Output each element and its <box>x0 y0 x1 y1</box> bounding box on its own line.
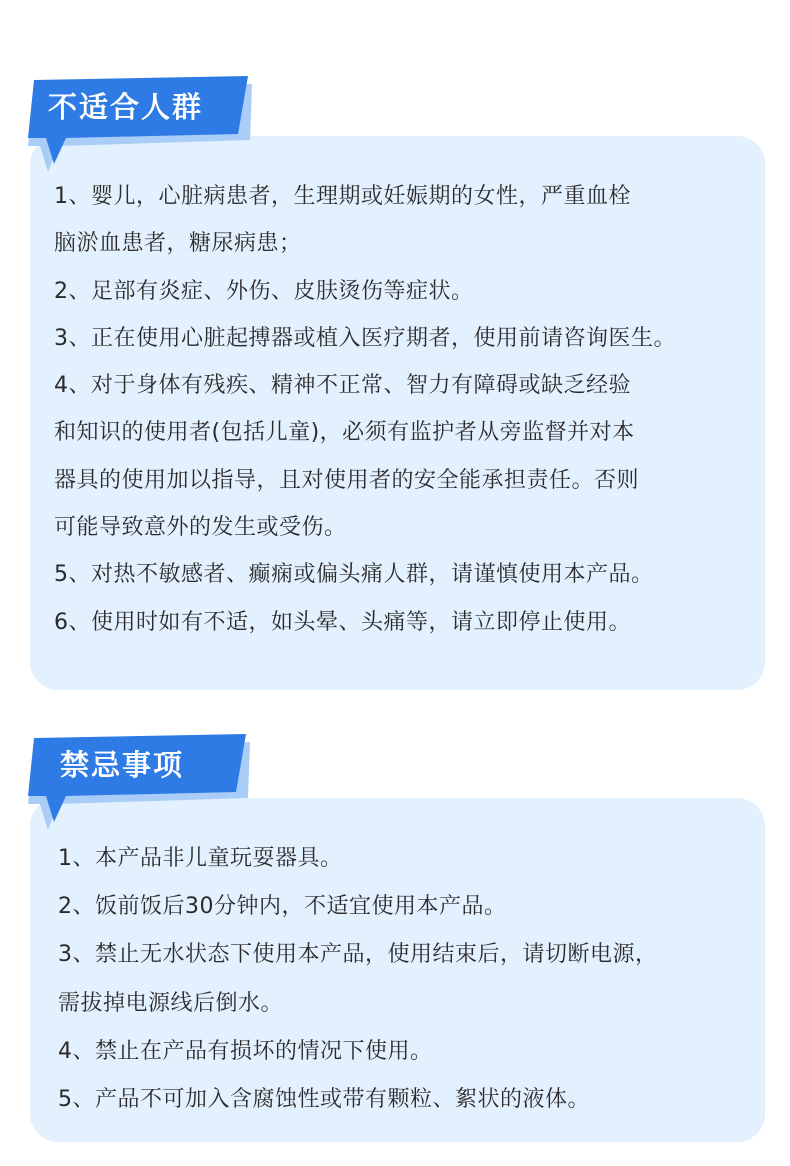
list-item: 可能导致意外的发生或受伤。 <box>54 515 347 541</box>
list-item: 6、使用时如有不适，如头晕、头痛等，请立即停止使用。 <box>54 609 631 635</box>
list-item: 4、对于身体有残疾、精神不正常、智力有障碍或缺乏经验 <box>54 373 631 399</box>
list-item: 2、饭前饭后30分钟内，不适宜使用本产品。 <box>58 894 507 920</box>
list-item: 和知识的使用者(包括儿童)，必须有监护者从旁监督并对本 <box>54 420 635 446</box>
list-item: 1、婴儿，心脏病患者，生理期或妊娠期的女性，严重血栓 <box>54 184 631 209</box>
list-item: 4、禁止在产品有损坏的情况下使用。 <box>58 1038 433 1064</box>
list-item: 脑淤血患者，糖尿病患； <box>54 231 302 257</box>
contraindications-list <box>58 842 658 1131</box>
list-item: 2、足部有炎症、外伤、皮肤烫伤等症状。 <box>54 278 474 304</box>
list-item: 3、禁止无水状态下使用本产品，使用结束后，请切断电源， <box>58 942 658 968</box>
list-item: 需拔掉电源线后倒水。 <box>58 990 284 1016</box>
list-item: 3、正在使用心脏起搏器或植入医疗期者，使用前请咨询医生。 <box>54 325 676 351</box>
list-item: 5、产品不可加入含腐蚀性或带有颗粒、絮状的液体。 <box>58 1086 590 1112</box>
list-item: 5、对热不敏感者、癫痫或偏头痛人群，请谨慎使用本产品。 <box>54 562 654 588</box>
list-item: 器具的使用加以指导，且对使用者的安全能承担责任。否则 <box>54 467 640 493</box>
section-title: 禁忌事项 <box>60 748 185 782</box>
unsuitable-people-list <box>54 180 676 653</box>
list-item: 1、本产品非儿童玩耍器具。 <box>58 846 343 871</box>
section-title: 不适合人群 <box>48 90 204 124</box>
